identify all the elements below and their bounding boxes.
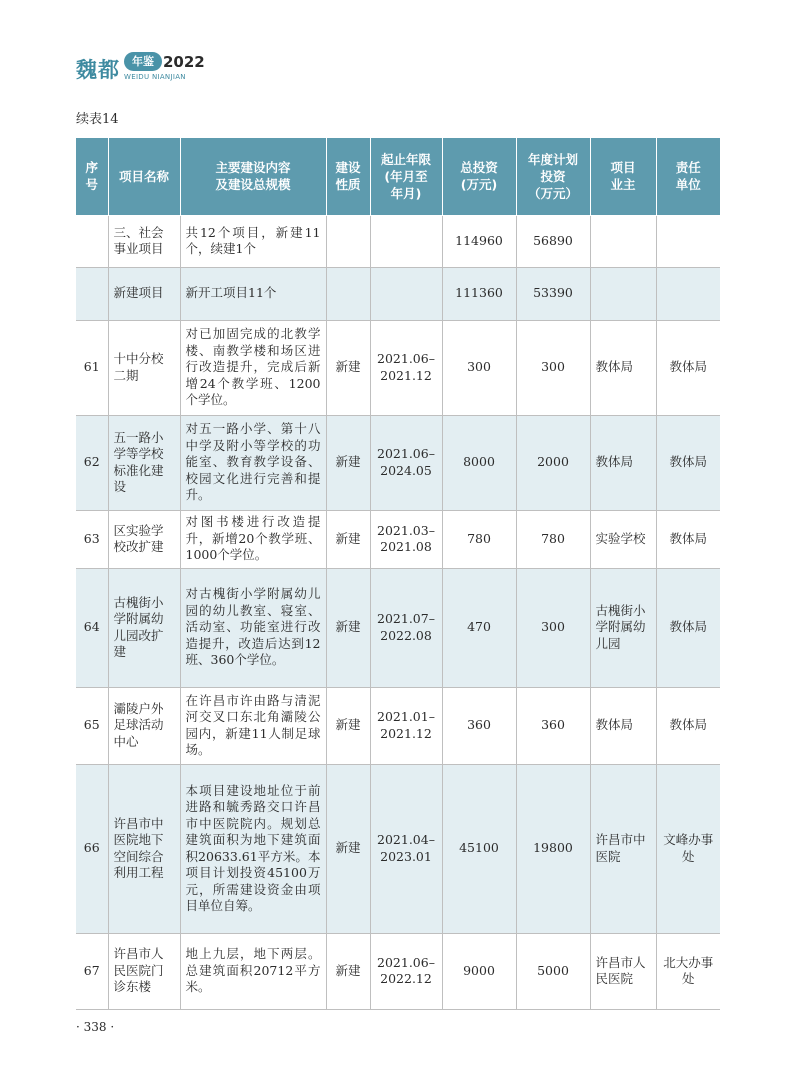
- cell-seq: [76, 215, 108, 267]
- table-row: [76, 415, 720, 510]
- table-row: [76, 320, 720, 415]
- table-row: [76, 687, 720, 764]
- logo-seal: 年鉴: [124, 52, 162, 71]
- col-header-owner: 项目 业主: [590, 138, 656, 215]
- cell-seq: 62: [76, 415, 108, 510]
- cell-annual-invest: 19800: [516, 764, 590, 933]
- table-row: [76, 510, 720, 568]
- cell-nature: 新建: [326, 568, 370, 687]
- table-header-row: [76, 138, 720, 215]
- cell-total-invest: 360: [442, 687, 516, 764]
- cell-total-invest: 470: [442, 568, 516, 687]
- cell-content: 在许昌市许由路与清泥河交叉口东北角灞陵公园内，新建11人制足球场。: [180, 687, 326, 764]
- cell-seq: 67: [76, 933, 108, 1009]
- col-header-name: 项目名称: [108, 138, 180, 215]
- cell-project-name: 古槐街小学附属幼儿园改扩建: [108, 568, 180, 687]
- col-header-total-invest: 总投资 (万元): [442, 138, 516, 215]
- cell-total-invest: 8000: [442, 415, 516, 510]
- cell-content: 对五一路小学、第十八中学及附小等学校的功能室、教育教学设备、校园文化进行完善和提升。: [180, 415, 326, 510]
- cell-seq: 61: [76, 320, 108, 415]
- cell-owner: 古槐街小学附属幼儿园: [590, 568, 656, 687]
- table-row: [76, 568, 720, 687]
- cell-project-name: 新建项目: [108, 267, 180, 320]
- cell-total-invest: 45100: [442, 764, 516, 933]
- cell-nature: 新建: [326, 320, 370, 415]
- cell-nature: 新建: [326, 510, 370, 568]
- cell-nature: 新建: [326, 415, 370, 510]
- cell-owner: 教体局: [590, 320, 656, 415]
- logo-title: 魏都: [76, 58, 120, 82]
- cell-responsible: 教体局: [656, 687, 720, 764]
- cell-project-name: 区实验学校改扩建: [108, 510, 180, 568]
- cell-responsible: 文峰办事处: [656, 764, 720, 933]
- cell-period: 2021.06–2022.12: [370, 933, 442, 1009]
- cell-period: 2021.06–2024.05: [370, 415, 442, 510]
- cell-nature: [326, 215, 370, 267]
- cell-responsible: 教体局: [656, 415, 720, 510]
- cell-responsible: 教体局: [656, 320, 720, 415]
- table-caption: 续表14: [76, 112, 119, 127]
- cell-content: 对已加固完成的北教学楼、南教学楼和场区进行改造提升，完成后新增24个教学班、1200个学位。: [180, 320, 326, 415]
- cell-owner: 实验学校: [590, 510, 656, 568]
- logo-subtitle: WEIDU NIANJIAN: [124, 73, 186, 81]
- cell-total-invest: 9000: [442, 933, 516, 1009]
- cell-content: 本项目建设地址位于前进路和毓秀路交口许昌市中医院院内。规划总建筑面积为地下建筑面积20633.61平方米。本项目计划投资45100万元，所需建设资金由项目单位自筹。: [180, 764, 326, 933]
- cell-content: 对古槐街小学附属幼儿园的幼儿教室、寝室、活动室、功能室进行改造提升，改造后达到12班、360个学位。: [180, 568, 326, 687]
- cell-responsible: 教体局: [656, 510, 720, 568]
- cell-period: 2021.01–2021.12: [370, 687, 442, 764]
- yearbook-logo: [76, 52, 205, 86]
- cell-project-name: 五一路小学等学校标准化建设: [108, 415, 180, 510]
- cell-annual-invest: 2000: [516, 415, 590, 510]
- col-header-seq: 序 号: [76, 138, 108, 215]
- cell-period: 2021.07–2022.08: [370, 568, 442, 687]
- cell-seq: 66: [76, 764, 108, 933]
- table-body: [76, 215, 720, 1009]
- cell-seq: 64: [76, 568, 108, 687]
- cell-nature: 新建: [326, 764, 370, 933]
- cell-owner: 教体局: [590, 415, 656, 510]
- cell-content: 地上九层，地下两层。总建筑面积20712平方米。: [180, 933, 326, 1009]
- col-header-responsible: 责任 单位: [656, 138, 720, 215]
- cell-seq: 65: [76, 687, 108, 764]
- cell-project-name: 许昌市人民医院门诊东楼: [108, 933, 180, 1009]
- cell-total-invest: 114960: [442, 215, 516, 267]
- cell-seq: [76, 267, 108, 320]
- cell-period: [370, 267, 442, 320]
- cell-project-name: 许昌市中医院地下空间综合利用工程: [108, 764, 180, 933]
- cell-nature: 新建: [326, 687, 370, 764]
- cell-responsible: [656, 267, 720, 320]
- cell-nature: 新建: [326, 933, 370, 1009]
- cell-annual-invest: 5000: [516, 933, 590, 1009]
- table-row: [76, 215, 720, 267]
- logo-year: 2022: [163, 53, 205, 71]
- cell-content: 共12个项目，新建11个，续建1个: [180, 215, 326, 267]
- cell-owner: [590, 215, 656, 267]
- col-header-content: 主要建设内容 及建设总规模: [180, 138, 326, 215]
- cell-responsible: [656, 215, 720, 267]
- cell-content: 新开工项目11个: [180, 267, 326, 320]
- cell-responsible: 教体局: [656, 568, 720, 687]
- table-row: [76, 933, 720, 1009]
- cell-nature: [326, 267, 370, 320]
- cell-annual-invest: 300: [516, 320, 590, 415]
- cell-owner: 许昌市人民医院: [590, 933, 656, 1009]
- cell-period: 2021.06–2021.12: [370, 320, 442, 415]
- cell-total-invest: 780: [442, 510, 516, 568]
- cell-annual-invest: 53390: [516, 267, 590, 320]
- col-header-annual-invest: 年度计划 投资 （万元）: [516, 138, 590, 215]
- cell-owner: 教体局: [590, 687, 656, 764]
- cell-annual-invest: 56890: [516, 215, 590, 267]
- cell-annual-invest: 360: [516, 687, 590, 764]
- cell-project-name: 十中分校二期: [108, 320, 180, 415]
- project-table: [76, 138, 720, 1010]
- cell-seq: 63: [76, 510, 108, 568]
- table-row: [76, 764, 720, 933]
- cell-responsible: 北大办事处: [656, 933, 720, 1009]
- cell-period: 2021.04–2023.01: [370, 764, 442, 933]
- cell-annual-invest: 780: [516, 510, 590, 568]
- col-header-period: 起止年限 (年月至 年月): [370, 138, 442, 215]
- cell-period: [370, 215, 442, 267]
- cell-total-invest: 300: [442, 320, 516, 415]
- cell-period: 2021.03–2021.08: [370, 510, 442, 568]
- cell-project-name: 灞陵户外足球活动中心: [108, 687, 180, 764]
- cell-content: 对图书楼进行改造提升，新增20个教学班、1000个学位。: [180, 510, 326, 568]
- cell-owner: 许昌市中医院: [590, 764, 656, 933]
- cell-project-name: 三、社会事业项目: [108, 215, 180, 267]
- cell-total-invest: 111360: [442, 267, 516, 320]
- page-number: · 338 ·: [76, 1020, 115, 1034]
- cell-annual-invest: 300: [516, 568, 590, 687]
- table-row: [76, 267, 720, 320]
- cell-owner: [590, 267, 656, 320]
- col-header-nature: 建设 性质: [326, 138, 370, 215]
